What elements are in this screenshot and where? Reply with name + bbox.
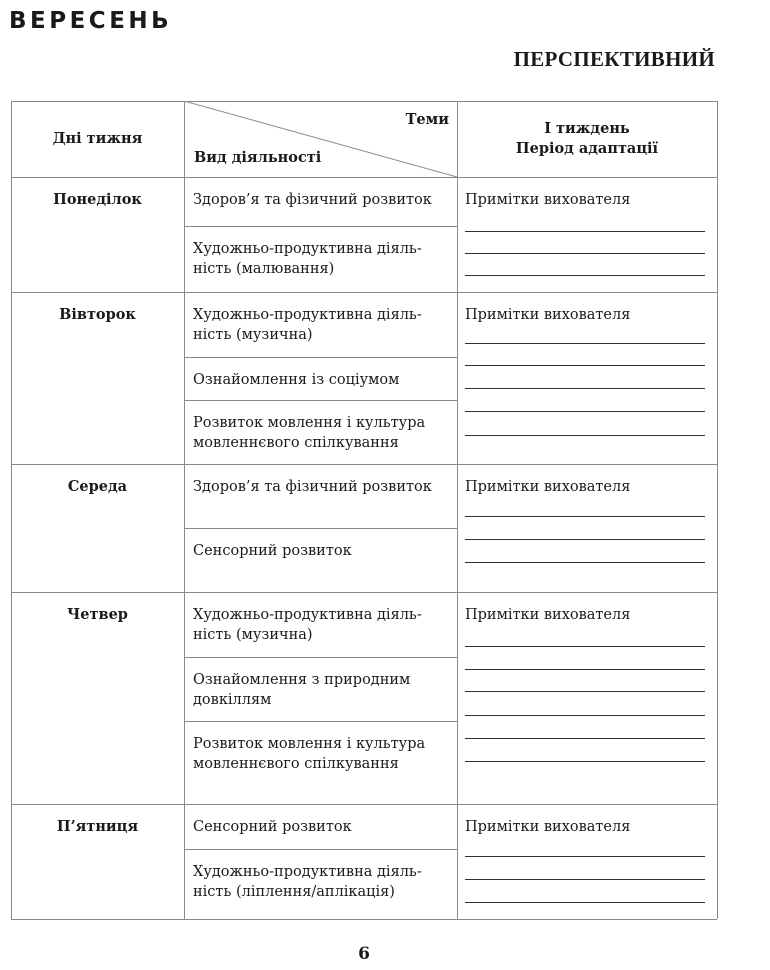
activity-separator: [184, 400, 457, 401]
notes-writing-line: [465, 388, 705, 389]
day-separator: [11, 292, 717, 293]
activity-text: Здоров’я та фізичний розвиток: [193, 192, 432, 208]
days-column-header: Дні тижня: [52, 130, 143, 147]
day-name: Вівторок: [59, 306, 136, 323]
day-name: Середа: [67, 478, 128, 495]
activity-text: Художньо-продуктивна діяль-: [193, 307, 422, 323]
activity-separator: [184, 357, 457, 358]
activity-separator: [184, 849, 457, 850]
activity-text: Художньо-продуктивна діяль-: [193, 864, 422, 880]
column-line: [184, 101, 185, 919]
activity-text: мовленнєвого спілкування: [193, 435, 399, 451]
header-bottom-line: [11, 177, 717, 178]
notes-writing-line: [465, 902, 705, 903]
page-number: 6: [358, 944, 370, 964]
notes-writing-line: [465, 365, 705, 366]
teacher-notes-label: Примітки вихователя: [465, 307, 631, 323]
activity-text: ність (малювання): [193, 261, 335, 277]
activity-text: мовленнєвого спілкування: [193, 756, 399, 772]
activity-separator: [184, 721, 457, 722]
notes-writing-line: [465, 562, 705, 563]
activity-text: Здоров’я та фізичний розвиток: [193, 479, 432, 495]
activity-text: ність (музична): [193, 327, 313, 343]
activity-separator: [184, 226, 457, 227]
column-line: [717, 101, 718, 919]
activity-header: Вид діяльності: [194, 149, 322, 166]
table-border-top: [11, 101, 717, 102]
planning-table: [11, 101, 717, 919]
notes-writing-line: [465, 738, 705, 739]
notes-writing-line: [465, 411, 705, 412]
teacher-notes-label: Примітки вихователя: [465, 192, 631, 208]
activity-text: Ознайомлення з природним: [193, 672, 411, 688]
day-name: П’ятниця: [56, 818, 139, 835]
notes-writing-line: [465, 231, 705, 232]
day-separator: [11, 464, 717, 465]
activity-text: Розвиток мовлення і культура: [193, 736, 426, 752]
teacher-notes-label: Примітки вихователя: [465, 819, 631, 835]
teacher-notes-label: Примітки вихователя: [465, 607, 631, 623]
day-separator: [11, 592, 717, 593]
notes-writing-line: [465, 856, 705, 857]
table-border-bottom: [11, 919, 717, 920]
themes-header: Теми: [405, 111, 449, 128]
notes-writing-line: [465, 879, 705, 880]
day-name: Четвер: [67, 606, 128, 623]
notes-writing-line: [465, 646, 705, 647]
activity-separator: [184, 528, 457, 529]
week-header-line2: Період адаптації: [515, 140, 659, 157]
notes-writing-line: [465, 435, 705, 436]
notes-writing-line: [465, 539, 705, 540]
notes-writing-line: [465, 715, 705, 716]
notes-writing-line: [465, 253, 705, 254]
notes-writing-line: [465, 761, 705, 762]
day-name: Понеділок: [53, 191, 142, 208]
day-separator: [11, 804, 717, 805]
column-line: [11, 101, 12, 919]
activity-separator: [184, 657, 457, 658]
activity-text: Розвиток мовлення і культура: [193, 415, 426, 431]
activity-text: Сенсорний розвиток: [193, 543, 352, 559]
activity-text: Сенсорний розвиток: [193, 819, 352, 835]
notes-writing-line: [465, 669, 705, 670]
notes-writing-line: [465, 343, 705, 344]
activity-text: Художньо-продуктивна діяль-: [193, 607, 422, 623]
activity-text: Ознайомлення із соціумом: [193, 372, 400, 388]
activity-text: ність (ліплення/аплікація): [193, 884, 395, 900]
week-header-line1: І тиждень: [544, 120, 630, 137]
activity-text: Художньо-продуктивна діяль-: [193, 241, 422, 257]
notes-writing-line: [465, 516, 705, 517]
activity-text: ність (музична): [193, 627, 313, 643]
activity-text: довкіллям: [193, 692, 272, 708]
column-line: [457, 101, 458, 919]
month-heading: ВЕРЕСЕНЬ: [9, 8, 173, 34]
teacher-notes-label: Примітки вихователя: [465, 479, 631, 495]
plan-title: ПЕРСПЕКТИВНИЙ: [513, 47, 715, 71]
notes-writing-line: [465, 691, 705, 692]
notes-writing-line: [465, 275, 705, 276]
